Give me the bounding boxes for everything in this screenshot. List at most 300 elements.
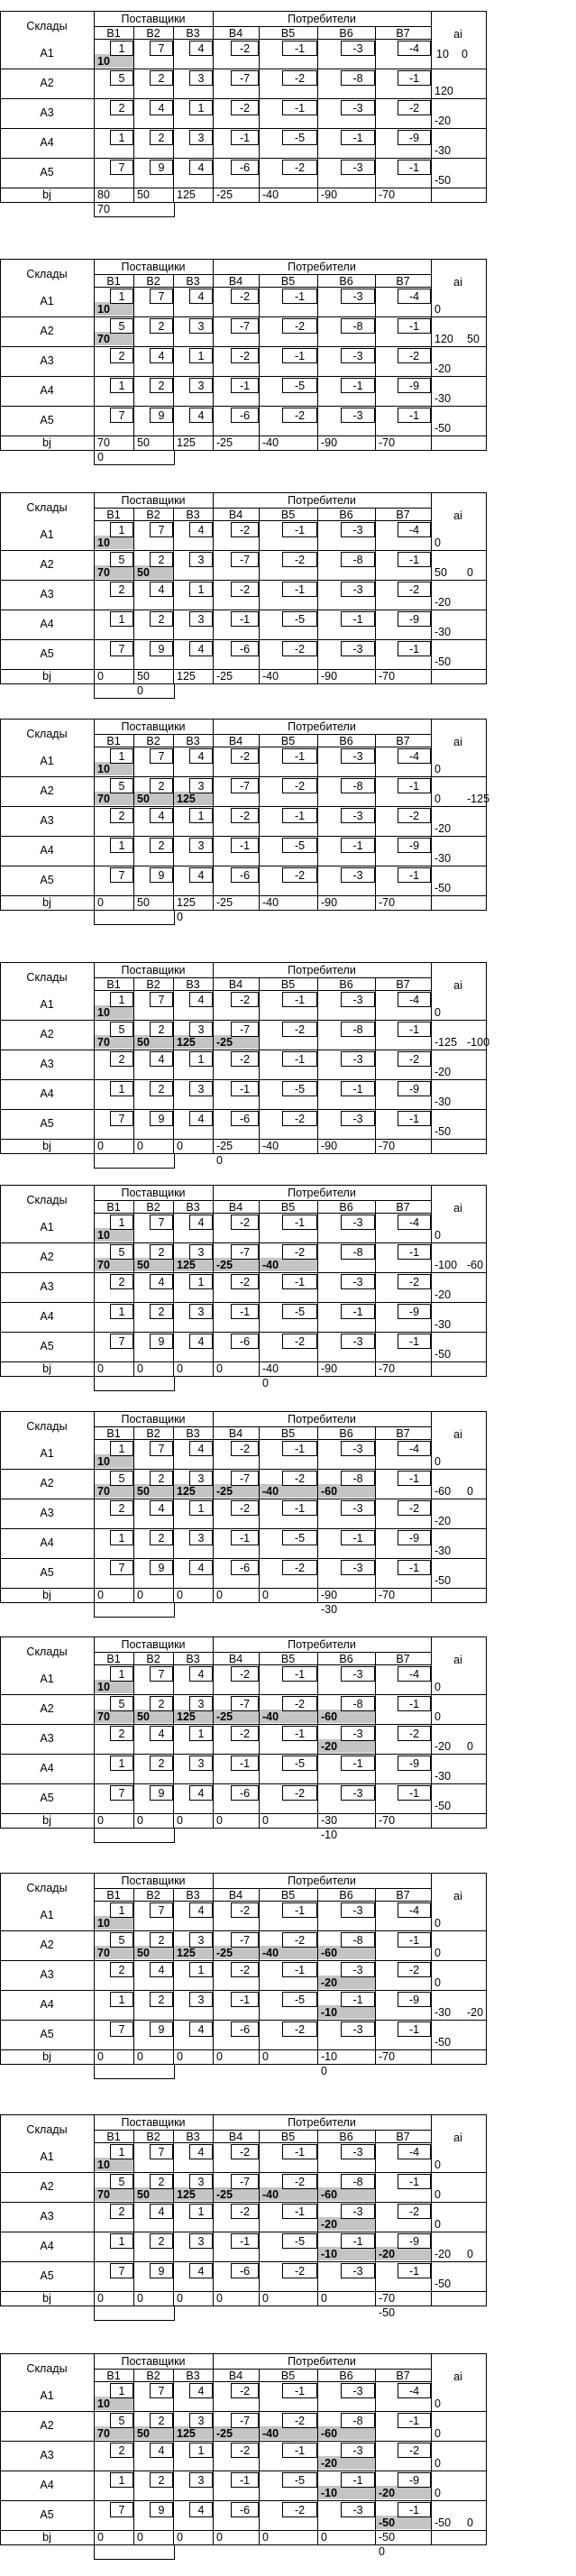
allocation-value: 70 (97, 1710, 110, 1723)
ai-value: -20 (467, 2006, 484, 2019)
grid-line (259, 508, 260, 684)
bj-label: bj (42, 1140, 51, 1152)
header-warehouses: Склады (26, 1194, 68, 1206)
cost-value: 4 (158, 102, 165, 115)
bj-label: bj (42, 1814, 51, 1827)
grid-line (431, 1411, 432, 1603)
allocation-value: -40 (262, 1485, 279, 1498)
grid-line (0, 1813, 487, 1814)
allocation-value: 125 (177, 1710, 196, 1723)
grid-line (174, 1153, 175, 1169)
grid-line (94, 1652, 432, 1653)
cost-value: -2 (294, 780, 306, 793)
cost-value: -5 (294, 2235, 306, 2248)
cost-value: -2 (408, 102, 420, 115)
column-header-b4: B4 (228, 735, 243, 747)
column-header-b7: B7 (396, 978, 410, 991)
bj-value: 0 (177, 2531, 183, 2544)
header-warehouses: Склады (26, 501, 68, 514)
header-ai: ai (453, 2370, 462, 2383)
cost-value: -2 (294, 2023, 306, 2036)
cost-value: 2 (158, 1083, 165, 1095)
header-consumers: Потребители (288, 1187, 356, 1199)
cost-value: 1 (118, 290, 125, 303)
cost-value: -2 (239, 583, 251, 596)
column-header-b6: B6 (339, 275, 353, 288)
grid-line (173, 2369, 174, 2545)
cost-value: -2 (408, 1964, 420, 1976)
bj-residual: 0 (321, 2065, 327, 2077)
ai-value: 120 (434, 333, 453, 345)
cost-value: -9 (408, 1083, 420, 1095)
cost-value: -3 (352, 1502, 363, 1515)
bj-value: 0 (262, 2292, 269, 2305)
cost-value: 3 (197, 1306, 205, 1318)
row-header-a2: A2 (40, 784, 54, 797)
bj-value: -90 (321, 1589, 338, 1601)
header-ai: ai (453, 509, 462, 522)
bj-value: -90 (321, 896, 338, 909)
header-ai: ai (453, 736, 462, 748)
column-header-b1: B1 (106, 509, 121, 521)
row-header-a1: A1 (40, 1673, 54, 1685)
cost-value: -1 (408, 2415, 420, 2427)
header-ai: ai (453, 1202, 462, 1215)
ai-value: -20 (434, 1066, 452, 1078)
grid-line (174, 1376, 175, 1391)
cost-value: -9 (408, 1757, 420, 1770)
cost-value: -6 (239, 161, 251, 174)
cost-value: -2 (294, 1562, 306, 1574)
allocation-value: 50 (137, 1947, 150, 1959)
allocation-value: 70 (97, 793, 110, 805)
bj-value: -40 (262, 1362, 279, 1375)
ai-value: 0 (434, 1917, 441, 1930)
cost-value: -7 (239, 1934, 251, 1947)
column-header-b7: B7 (396, 1653, 410, 1665)
cost-value: -3 (352, 994, 363, 1006)
cost-value: -2 (239, 290, 251, 303)
grid-line (213, 1185, 214, 1377)
grid-line (0, 1242, 487, 1243)
bj-label: bj (42, 436, 51, 449)
grid-line (94, 274, 432, 275)
grid-line (94, 1664, 432, 1665)
row-header-a3: A3 (40, 588, 54, 600)
grid-line (94, 962, 95, 1169)
grid-line (0, 11, 487, 12)
cost-value: 1 (197, 1053, 205, 1066)
grid-line (213, 719, 214, 911)
cost-value: 2 (118, 2444, 125, 2457)
bj-value: -25 (216, 436, 233, 449)
column-header-b7: B7 (396, 275, 410, 288)
cost-value: 5 (118, 1934, 125, 1947)
header-warehouses: Склады (26, 20, 68, 32)
cost-value: 5 (118, 780, 125, 793)
grid-line (486, 2114, 487, 2306)
iteration-table (0, 2342, 576, 2572)
bj-value: 0 (137, 1589, 143, 1601)
cost-value: -1 (294, 810, 306, 822)
row-header-a4: A4 (40, 1310, 54, 1323)
grid-line (259, 274, 260, 451)
column-header-b3: B3 (186, 735, 200, 747)
cost-value: -1 (294, 1964, 306, 1976)
row-header-a4: A4 (40, 1762, 54, 1774)
cost-value: -1 (408, 72, 420, 85)
row-header-a4: A4 (40, 1536, 54, 1549)
cost-value: -2 (294, 1335, 306, 1348)
bj-value: 0 (321, 2531, 327, 2544)
grid-line (0, 435, 487, 436)
cost-value: -1 (408, 1023, 420, 1036)
row-header-a1: A1 (40, 755, 54, 767)
cost-value: 1 (118, 2474, 125, 2487)
cost-value: 5 (118, 2415, 125, 2427)
cost-value: 1 (118, 839, 125, 852)
allocation-value: -20 (321, 2218, 338, 2231)
cost-value: 4 (197, 290, 205, 303)
bj-value: 0 (216, 1814, 223, 1827)
cost-value: -1 (408, 2504, 420, 2516)
column-header-b4: B4 (228, 2131, 243, 2143)
cost-value: -3 (352, 2444, 363, 2457)
cost-value: -8 (352, 320, 363, 333)
cost-value: 3 (197, 1934, 205, 1947)
grid-line (0, 11, 1, 203)
cost-value: -4 (408, 994, 420, 1006)
grid-line (133, 977, 134, 1154)
cost-value: -3 (352, 1787, 363, 1800)
grid-line (213, 962, 214, 1154)
grid-line (0, 1873, 487, 1874)
grid-line (94, 259, 95, 465)
grid-line (486, 11, 487, 203)
cost-value: -2 (408, 1276, 420, 1288)
grid-line (0, 1724, 487, 1725)
cost-value: 1 (118, 1668, 125, 1681)
grid-line (317, 977, 318, 1154)
cost-value: -1 (239, 380, 251, 392)
grid-line (133, 2130, 134, 2306)
cost-value: 2 (158, 1532, 165, 1545)
cost-value: 3 (197, 554, 205, 566)
cost-value: -2 (408, 2444, 420, 2457)
cost-value: -2 (239, 2205, 251, 2218)
ai-value: -50 (434, 1125, 452, 1138)
cost-value: 3 (197, 613, 205, 626)
grid-line (133, 2369, 134, 2545)
row-header-a1: A1 (40, 2150, 54, 2163)
cost-value: -3 (352, 1335, 363, 1348)
cost-value: -2 (408, 350, 420, 362)
cost-value: 3 (197, 1532, 205, 1545)
cost-value: 2 (158, 1994, 165, 2006)
iteration-table (0, 0, 576, 230)
grid-line (0, 1636, 1, 1829)
column-header-b4: B4 (228, 27, 243, 40)
bj-value: 0 (97, 1814, 104, 1827)
cost-value: -1 (294, 42, 306, 55)
allocation-value: -40 (262, 1259, 279, 1271)
cost-value: -2 (239, 102, 251, 115)
ai-value: 0 (467, 2516, 473, 2529)
row-header-a3: A3 (40, 1280, 54, 1293)
grid-line (0, 1694, 487, 1695)
column-header-b3: B3 (186, 275, 200, 288)
bj-label: bj (42, 188, 51, 201)
row-header-a4: A4 (40, 1087, 54, 1100)
column-header-b6: B6 (339, 1201, 353, 1214)
grid-line (375, 2130, 376, 2306)
row-header-a5: A5 (40, 874, 54, 886)
allocation-value: 10 (97, 1681, 110, 1693)
grid-line (486, 1873, 487, 2065)
grid-line (94, 2130, 432, 2131)
column-header-b3: B3 (186, 1653, 200, 1665)
row-header-a3: A3 (40, 1058, 54, 1070)
cost-value: -5 (294, 1757, 306, 1770)
cost-value: 4 (158, 810, 165, 822)
cost-value: -1 (408, 1698, 420, 1710)
cost-value: 1 (118, 1216, 125, 1229)
cost-value: 9 (158, 1335, 165, 1348)
ai-value: 0 (434, 536, 441, 549)
grid-line (0, 406, 487, 407)
header-consumers: Потребители (288, 1638, 356, 1651)
cost-value: 4 (197, 161, 205, 174)
cost-value: 1 (197, 1964, 205, 1976)
column-header-b3: B3 (186, 1427, 200, 1440)
cost-value: -7 (239, 1023, 251, 1036)
grid-line (0, 259, 1, 451)
allocation-value: 125 (177, 2188, 196, 2201)
cost-value: -2 (294, 1472, 306, 1485)
allocation-value: -25 (216, 1036, 233, 1049)
column-header-b4: B4 (228, 1653, 243, 1665)
cost-value: -9 (408, 2235, 420, 2248)
cost-value: 4 (158, 583, 165, 596)
cost-value: -3 (352, 1216, 363, 1229)
header-suppliers: Поставщики (121, 1875, 186, 1887)
cost-value: -6 (239, 2504, 251, 2516)
allocation-value: 70 (97, 1947, 110, 1959)
cost-value: 7 (158, 1216, 165, 1229)
grid-line (259, 1888, 260, 2065)
allocation-value: 70 (97, 566, 110, 579)
grid-line (317, 26, 318, 203)
grid-line (0, 1302, 487, 1303)
cost-value: 2 (118, 2205, 125, 2218)
cost-value: -1 (294, 350, 306, 362)
cost-value: -3 (352, 810, 363, 822)
allocation-value: 125 (177, 1485, 196, 1498)
cost-value: -2 (408, 1728, 420, 1740)
grid-line (94, 1185, 95, 1391)
cost-value: -3 (352, 2146, 363, 2159)
cost-value: -1 (352, 380, 363, 392)
grid-line (0, 2544, 487, 2545)
cost-value: -2 (294, 869, 306, 882)
header-consumers: Потребители (288, 2355, 356, 2368)
cost-value: -1 (352, 613, 363, 626)
cost-value: -1 (239, 613, 251, 626)
grid-line (0, 1990, 487, 1991)
cost-value: -2 (294, 1113, 306, 1125)
allocation-value: -60 (321, 1710, 338, 1723)
column-header-b1: B1 (106, 1201, 121, 1214)
cost-value: 3 (197, 1472, 205, 1485)
grid-line (94, 2142, 432, 2143)
grid-line (94, 1439, 432, 1440)
header-suppliers: Поставщики (121, 1413, 186, 1426)
bj-value: -70 (379, 1814, 396, 1827)
grid-line (94, 216, 175, 217)
grid-line (0, 1873, 1, 2065)
grid-line (0, 580, 487, 581)
allocation-value: -20 (379, 2248, 396, 2260)
bj-value: 0 (177, 1140, 183, 1152)
grid-line (0, 1020, 487, 1021)
grid-line (259, 977, 260, 1154)
allocation-value: -10 (321, 2006, 338, 2019)
grid-line (0, 492, 487, 493)
ai-value: -30 (434, 852, 452, 865)
cost-value: -8 (352, 1698, 363, 1710)
cost-value: -5 (294, 839, 306, 852)
grid-line (486, 259, 487, 451)
column-header-b5: B5 (280, 509, 296, 521)
ai-value: 0 (467, 1740, 473, 1753)
bj-label: bj (42, 670, 51, 683)
bj-value: 0 (97, 1140, 104, 1152)
cost-value: -1 (294, 2444, 306, 2457)
cost-value: -6 (239, 643, 251, 655)
ai-value: -30 (434, 144, 452, 157)
cost-value: 1 (197, 102, 205, 115)
allocation-value: -60 (321, 2188, 338, 2201)
grid-line (173, 1652, 174, 1829)
cost-value: 1 (118, 132, 125, 144)
cost-value: 1 (118, 1994, 125, 2006)
grid-line (94, 2559, 175, 2560)
row-header-a4: A4 (40, 136, 54, 149)
row-header-a5: A5 (40, 2508, 54, 2521)
cost-value: -1 (408, 1934, 420, 1947)
grid-line (133, 734, 134, 911)
grid-line (375, 26, 376, 203)
cost-value: 2 (158, 132, 165, 144)
cost-value: 7 (118, 2023, 125, 2036)
grid-line (94, 1617, 175, 1618)
grid-line (0, 1079, 487, 1080)
allocation-value: -20 (321, 1740, 338, 1753)
cost-value: -9 (408, 613, 420, 626)
bj-value: 0 (97, 896, 104, 909)
cost-value: -3 (352, 161, 363, 174)
cost-value: -3 (352, 1053, 363, 1066)
grid-line (0, 1960, 487, 1961)
cost-value: -7 (239, 1246, 251, 1259)
cost-value: 3 (197, 1757, 205, 1770)
ai-value: -20 (434, 822, 452, 835)
cost-value: -1 (239, 2235, 251, 2248)
ai-value: -20 (434, 362, 452, 375)
column-header-b7: B7 (396, 735, 410, 747)
column-header-b2: B2 (146, 1889, 160, 1902)
grid-line (94, 698, 175, 699)
cost-value: 3 (197, 132, 205, 144)
bj-value: -25 (216, 670, 233, 683)
cost-value: 5 (118, 1023, 125, 1036)
grid-line (0, 719, 487, 720)
bj-residual: -30 (321, 1603, 338, 1616)
grid-line (133, 26, 134, 203)
cost-value: -2 (294, 1787, 306, 1800)
grid-line (259, 26, 260, 203)
cost-value: 4 (197, 2385, 205, 2397)
grid-line (94, 924, 175, 925)
column-header-b7: B7 (396, 1427, 410, 1440)
grid-line (486, 1185, 487, 1377)
row-header-a3: A3 (40, 1507, 54, 1519)
bj-value: -70 (379, 188, 396, 201)
grid-line (375, 734, 376, 911)
grid-line (133, 1652, 134, 1829)
grid-line (317, 1888, 318, 2065)
row-header-a3: A3 (40, 354, 54, 367)
ai-value: -50 (434, 882, 452, 894)
ai-value: -20 (434, 1288, 452, 1301)
cost-value: 7 (118, 2265, 125, 2278)
allocation-value: 70 (97, 2188, 110, 2201)
grid-line (133, 1426, 134, 1603)
grid-line (375, 1426, 376, 1603)
cost-value: 4 (197, 2265, 205, 2278)
ai-value: -30 (434, 1770, 452, 1783)
cost-value: -1 (239, 1757, 251, 1770)
grid-line (486, 1636, 487, 1829)
bj-residual: 0 (379, 2545, 385, 2558)
grid-line (173, 274, 174, 451)
grid-line (0, 669, 487, 670)
cost-value: -1 (408, 780, 420, 793)
ai-value: 0 (462, 48, 468, 60)
cost-value: 1 (197, 810, 205, 822)
row-header-a3: A3 (40, 1968, 54, 1981)
cost-value: 3 (197, 1994, 205, 2006)
cost-value: -9 (408, 380, 420, 392)
grid-line (0, 550, 487, 551)
allocation-value: 125 (177, 1036, 196, 1049)
header-warehouses: Склады (26, 971, 68, 984)
cost-value: -1 (408, 1246, 420, 1259)
cost-value: 2 (158, 1698, 165, 1710)
ai-value: -50 (434, 174, 452, 187)
ai-value: -50 (434, 2278, 452, 2290)
bj-value: -90 (321, 188, 338, 201)
cost-value: 1 (118, 1306, 125, 1318)
row-header-a5: A5 (40, 1792, 54, 1804)
grid-line (431, 1636, 432, 1829)
grid-line (94, 2114, 95, 2321)
allocation-value: 125 (177, 1947, 196, 1959)
ai-value: -50 (434, 1800, 452, 1812)
cost-value: 2 (118, 810, 125, 822)
cost-value: -5 (294, 1532, 306, 1545)
grid-line (431, 2114, 432, 2306)
